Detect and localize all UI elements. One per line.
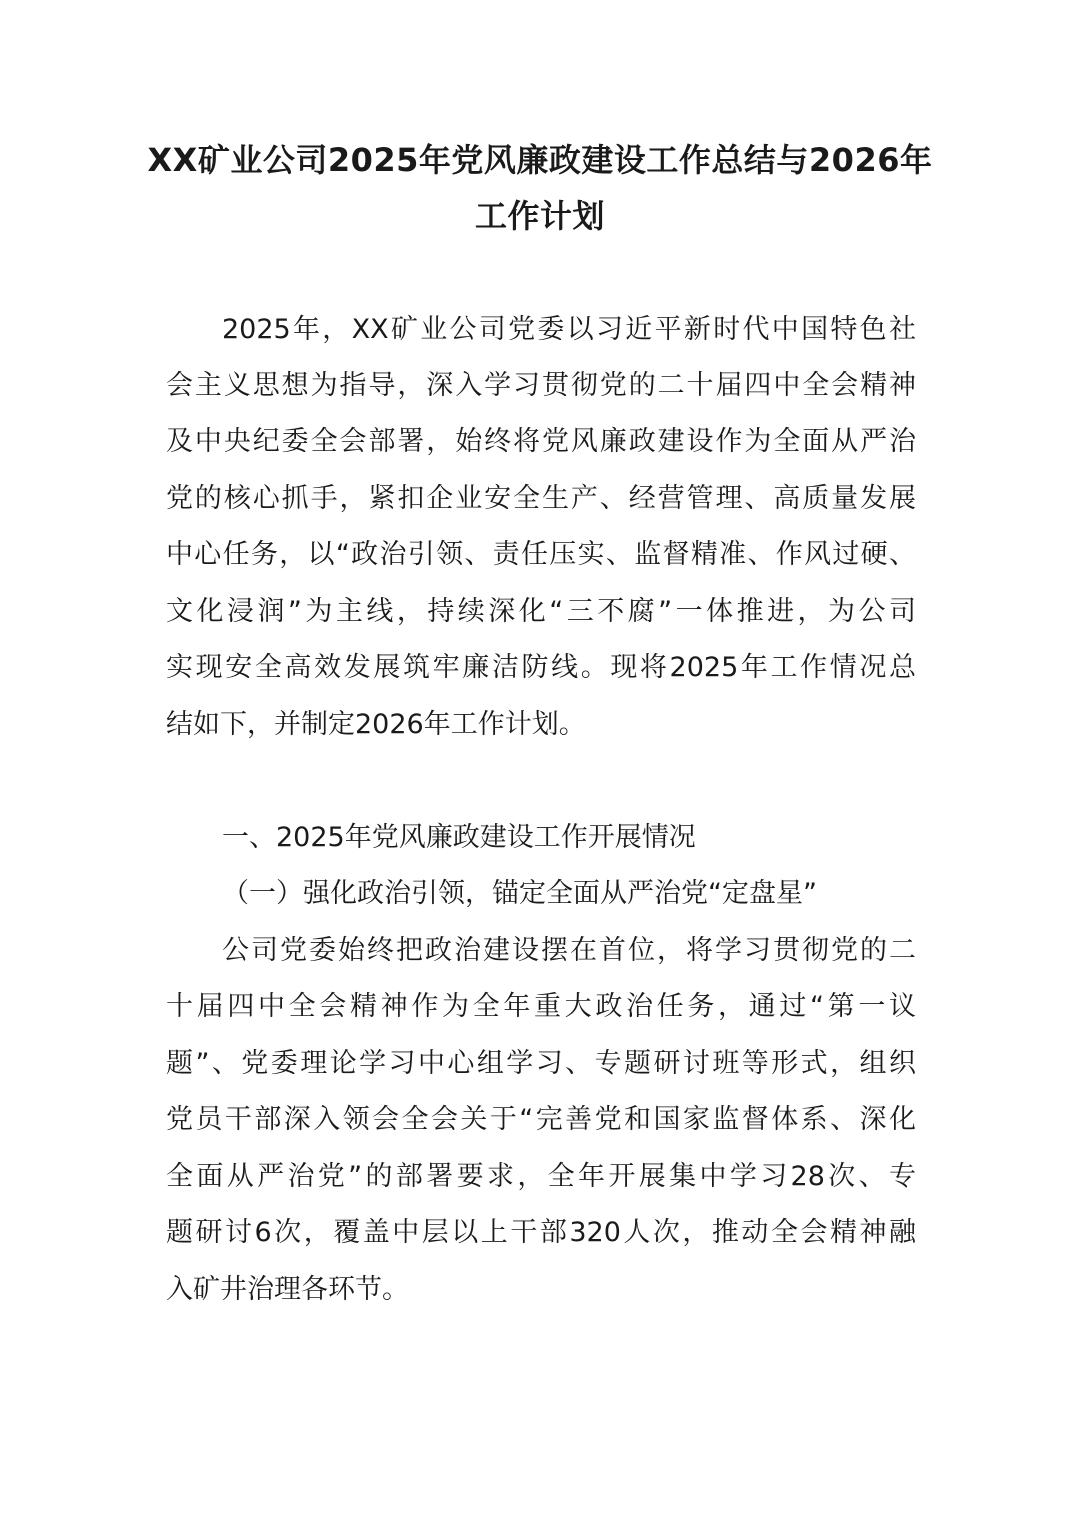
paragraph-line: 公司党委始终把政治建设摆在首位，将学习贯彻党的二 bbox=[222, 935, 916, 966]
intro-line: 及中央纪委全会部署，始终将党风廉政建设作为全面从严治 bbox=[166, 426, 916, 457]
paragraph-line: 十届四中全会精神作为全年重大政治任务，通过“第一议 bbox=[166, 991, 916, 1022]
paragraph-line: 题”、党委理论学习中心组学习、专题研讨班等形式，组织 bbox=[166, 1048, 916, 1079]
document-title-line-1: XX矿业公司2025年党风廉政建设工作总结与2026年 bbox=[147, 141, 933, 179]
intro-line: 结如下，并制定2026年工作计划。 bbox=[166, 709, 586, 740]
intro-line: 会主义思想为指导，深入学习贯彻党的二十届四中全会精神 bbox=[166, 370, 916, 401]
intro-line: 中心任务，以“政治引领、责任压实、监督精准、作风过硬、 bbox=[166, 539, 916, 570]
intro-line: 党的核心抓手，紧扣企业安全生产、经营管理、高质量发展 bbox=[166, 483, 916, 514]
intro-line: 文化浸润”为主线，持续深化“三不腐”一体推进，为公司 bbox=[166, 596, 916, 627]
intro-line: 实现安全高效发展筑牢廉洁防线。现将2025年工作情况总 bbox=[166, 652, 916, 683]
paragraph-line: 党员干部深入领会全会关于“完善党和国家监督体系、深化 bbox=[166, 1104, 916, 1135]
section-subheading: （一）强化政治引领，锚定全面从严治党“定盘星” bbox=[222, 878, 817, 909]
paragraph-line: 入矿井治理各环节。 bbox=[166, 1274, 409, 1305]
intro-line: 2025年，XX矿业公司党委以习近平新时代中国特色社 bbox=[222, 314, 916, 345]
paragraph-line: 题研讨6次，覆盖中层以上干部320人次，推动全会精神融 bbox=[166, 1217, 916, 1248]
document-title-line-2: 工作计划 bbox=[474, 197, 605, 235]
section-heading: 一、2025年党风廉政建设工作开展情况 bbox=[222, 822, 696, 853]
paragraph-line: 全面从严治党”的部署要求，全年开展集中学习28次、专 bbox=[166, 1161, 916, 1192]
